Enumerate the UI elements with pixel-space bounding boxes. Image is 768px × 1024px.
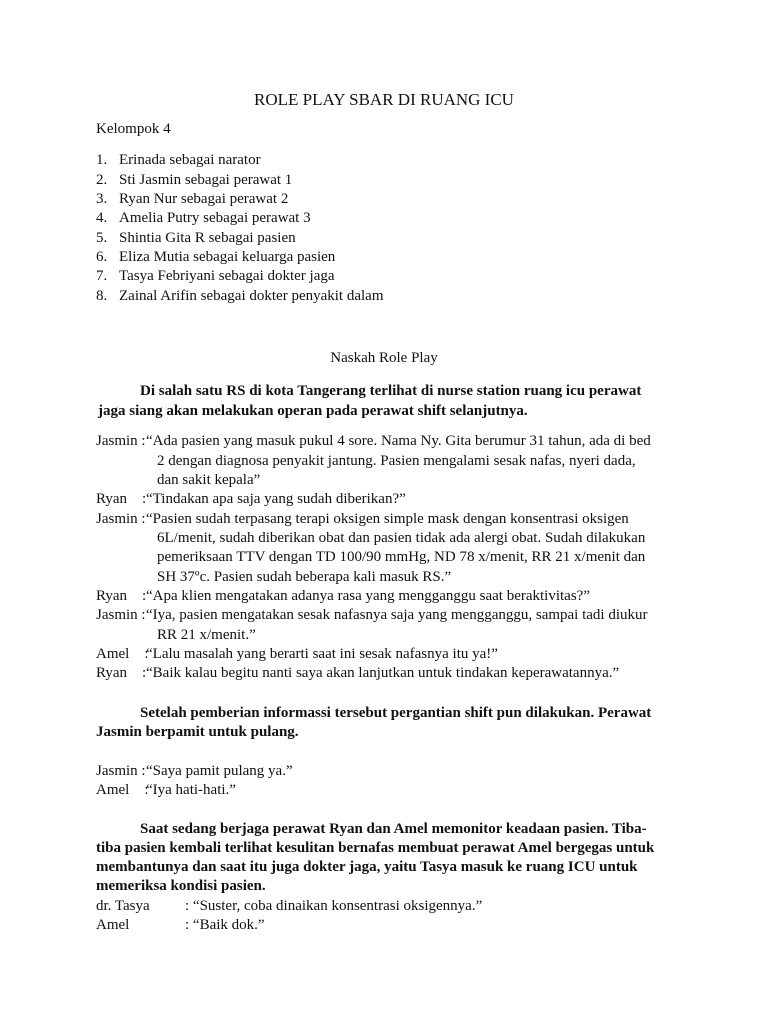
list-item: 8. Zainal Arifin sebagai dokter penyakit dalam [96,288,384,304]
dialog-line: RR 21 x/menit.” [157,627,256,643]
narration-line: Setelah pemberian informassi tersebut pergantian shift pun dilakukan. Perawat [140,705,652,721]
dialog-line: “Saya pamit pulang ya.” [146,763,293,779]
speaker-label: Amel [96,917,130,933]
speaker-label: Ryan : [96,588,147,604]
dialog-line: “Apa klien mengatakan adanya rasa yang mengganggu saat beraktivitas?” [146,588,590,604]
dialog-line: : “Suster, coba dinaikan konsentrasi oksigennya.” [185,898,483,914]
dialog-line: “Tindakan apa saja yang sudah diberikan?” [146,491,406,507]
speaker-label: Jasmin : [96,763,146,779]
list-item: 4. Amelia Putry sebagai perawat 3 [96,210,311,226]
narration-line: Saat sedang berjaga perawat Ryan dan Amel memonitor keadaan pasien. Tiba- [140,821,647,837]
dialog-line: “Baik kalau begitu nanti saya akan lanjutkan untuk tindakan keperawatannya.” [146,665,620,681]
dialog-line: 2 dengan diagnosa penyakit jantung. Pasien mengalami sesak nafas, nyeri dada, [157,453,636,469]
group-label: Kelompok 4 [96,121,171,137]
dialog-line: “Iya, pasien mengatakan sesak nafasnya saja yang mengganggu, sampai tadi diukur [146,607,648,623]
speaker-label: Jasmin : [96,607,146,623]
speaker-label: Jasmin : [96,511,146,527]
dialog-line: “Ada pasien yang masuk pukul 4 sore. Nama Ny. Gita berumur 31 tahun, ada di bed [146,433,651,449]
dialog-line: dan sakit kepala” [157,472,261,488]
dialog-line: SH 37ºc. Pasien sudah beberapa kali masuk RS.” [157,569,452,585]
dialog-line: “Lalu masalah yang berarti saat ini sesak nafasnya itu ya!” [146,646,498,662]
document-title: ROLE PLAY SBAR DI RUANG ICU [254,90,514,109]
list-item: 2. Sti Jasmin sebagai perawat 1 [96,172,293,188]
speaker-label: Ryan : [96,491,147,507]
speaker-label: Ryan : [96,665,147,681]
narration-line: Di salah satu RS di kota Tangerang terlihat di nurse station ruang icu perawat [140,383,642,399]
dialog-line: “Iya hati-hati.” [146,782,236,798]
dialog-line: “Pasien sudah terpasang terapi oksigen simple mask dengan konsentrasi oksigen [146,511,629,527]
script-heading: Naskah Role Play [330,350,438,366]
speaker-label: Jasmin : [96,433,146,449]
speaker-label: dr. Tasya [96,898,150,914]
dialog-line: 6L/menit, sudah diberikan obat dan pasien tidak ada alergi obat. Sudah dilakukan [157,530,646,546]
list-item: 5. Shintia Gita R sebagai pasien [96,230,296,246]
list-item: 3. Ryan Nur sebagai perawat 2 [96,191,289,207]
list-item: 7. Tasya Febriyani sebagai dokter jaga [96,268,335,284]
narration-line: Jasmin berpamit untuk pulang. [96,724,299,740]
speaker-label: Amel : [96,646,149,662]
list-item: 6. Eliza Mutia sebagai keluarga pasien [96,249,336,265]
narration-line: membantunya dan saat itu juga dokter jaga, yaitu Tasya masuk ke ruang ICU untuk [96,859,638,875]
narration-line: memeriksa kondisi pasien. [96,878,266,894]
list-item: 1. Erinada sebagai narator [96,152,261,168]
narration-line: jaga siang akan melakukan operan pada perawat shift selanjutnya. [98,403,528,419]
narration-line: tiba pasien kembali terlihat kesulitan bernafas membuat perawat Amel bergegas untuk [96,840,655,856]
dialog-line: pemeriksaan TTV dengan TD 100/90 mmHg, ND 78 x/menit, RR 21 x/menit dan [157,549,646,565]
dialog-line: : “Baik dok.” [185,917,265,933]
speaker-label: Amel : [96,782,149,798]
